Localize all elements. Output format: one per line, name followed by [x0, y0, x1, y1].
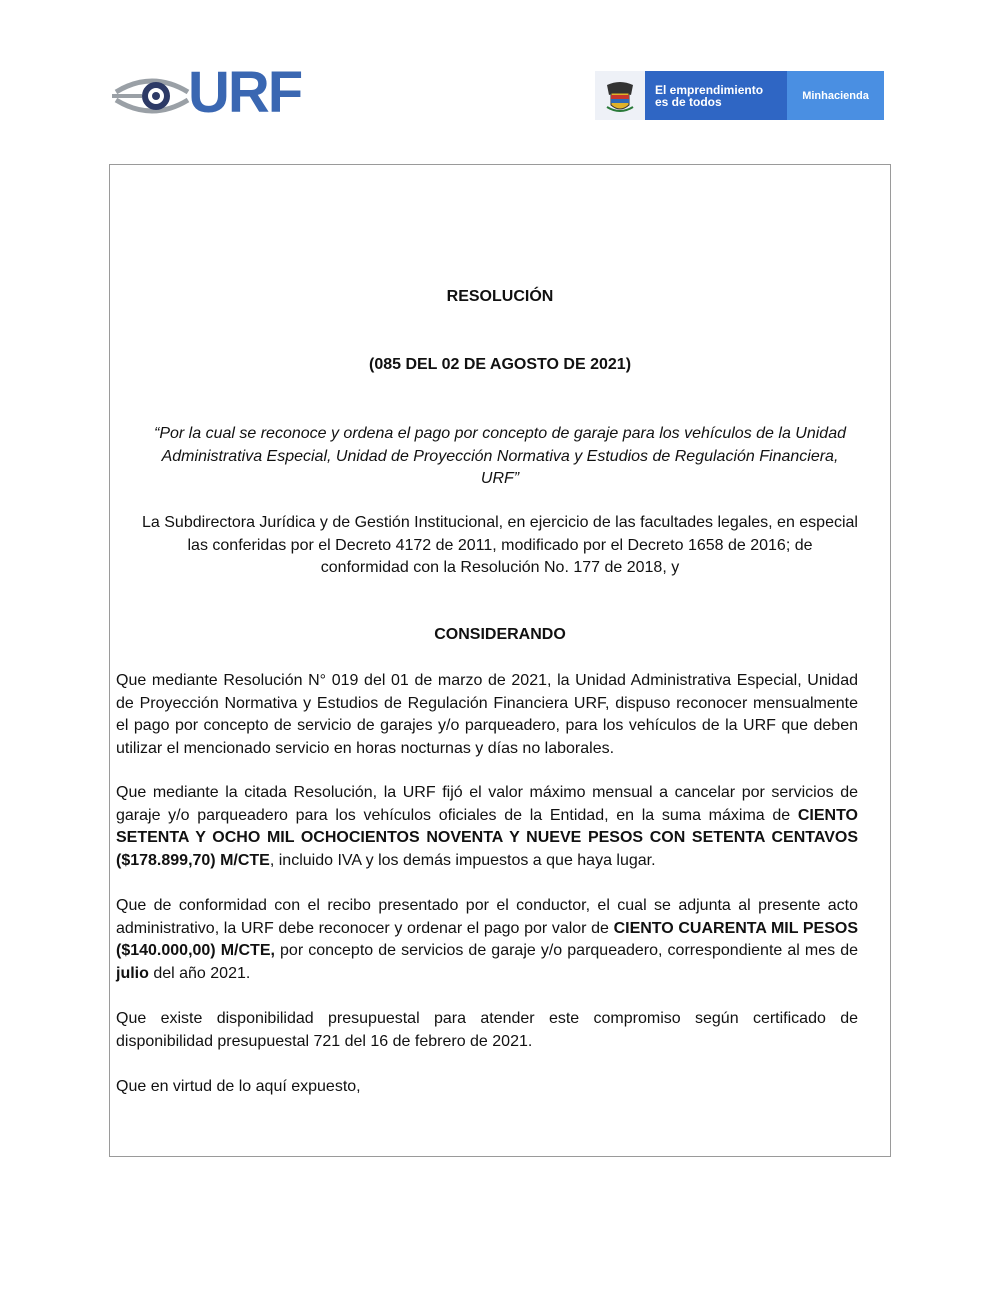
preamble-line-2: las conferidas por el Decreto 4172 de 2011, modificado por el Decreto 1658 de 2016; de — [187, 536, 813, 554]
subtitle-line-3: URF” — [480, 470, 520, 487]
paragraph-5: Que en virtud de lo aquí expuesto, — [116, 1078, 361, 1095]
paragraph-3-amount: CIENTO CUARENTA MIL PESOS ($140.000,00) M/CTE, — [116, 919, 859, 959]
paragraph-3-text-a: Que de conformidad con el recibo presentado por el conductor, el cual se adjunta al presente acto administrativo, la URF debe reconocer y ordenar el pago por valor de — [116, 897, 858, 937]
considerando-heading: CONSIDERANDO — [434, 626, 566, 643]
resolution-subtitle — [140, 423, 860, 491]
subtitle-line-1: “Por la cual se reconoce y ordena el pago por concepto de garaje para los vehículos de la Unidad — [154, 425, 846, 442]
paragraph-2-text-c: , incluido IVA y los demás impuestos a que haya lugar. — [269, 851, 656, 869]
preamble-line-1: La Subdirectora Jurídica y de Gestión Institucional, en ejercicio de las facultades legales, en especial — [142, 514, 858, 531]
gov-motto — [645, 71, 787, 120]
preamble-line-3: conformidad con la Resolución No. 177 de 2018, y — [320, 559, 680, 576]
preamble — [132, 512, 868, 580]
eye-emblem-icon — [112, 66, 192, 124]
paragraph-2-amount: CIENTO SETENTA Y OCHO MIL OCHOCIENTOS NOVENTA Y NUEVE PESOS CON SETENTA CENTAVOS ($178.899,70) M/CTE — [116, 806, 858, 869]
logo-text: URF — [188, 60, 302, 125]
paragraph-3 — [116, 895, 858, 985]
paragraph-1: Que mediante Resolución N° 019 del 01 de marzo de 2021, la Unidad Administrativa Especial, Unidad de Proyección Normativa y Estudios de Regulación Financiera URF, dispuso reconocer mensualmente el pago por concepto de servicio de garajes y/o parqueadero, para los vehículos de la URF que deben utilizar el mencionado servicio en horas nocturnas y días no laborales. — [116, 672, 858, 757]
resolution-number: (085 DEL 02 DE AGOSTO DE 2021) — [368, 356, 632, 373]
gov-banner — [595, 71, 884, 120]
paragraph-2 — [116, 782, 858, 872]
gov-motto-line2: es de todos — [655, 95, 722, 109]
paragraph-3-text-e: del año 2021. — [148, 964, 251, 982]
paragraph-3-text-c: por concepto de servicios de garaje y/o parqueadero, correspondiente al mes de — [274, 942, 858, 959]
subtitle-line-2: Administrativa Especial, Unidad de Proyección Normativa y Estudios de Regulación Financiera, — [161, 447, 839, 465]
paragraph-4: Que existe disponibilidad presupuestal para atender este compromiso según certificado de disponibilidad presupuestal 721 del 16 de febrero de 2021. — [116, 1010, 858, 1050]
urf-logo — [112, 60, 302, 125]
gov-motto-line1: El emprendimiento — [655, 83, 764, 97]
gov-ministry: Minhacienda — [787, 71, 884, 120]
paragraph-3-month: julio — [116, 964, 149, 982]
paragraph-2-text-a: Que mediante la citada Resolución, la URF fijó el valor máximo mensual a cancelar por servicios de garaje y/o parqueadero para los vehículos oficiales de la Entidad, en la suma máxima de — [116, 784, 858, 824]
document-title: RESOLUCIÓN — [446, 288, 554, 305]
coat-of-arms-icon — [595, 71, 645, 120]
